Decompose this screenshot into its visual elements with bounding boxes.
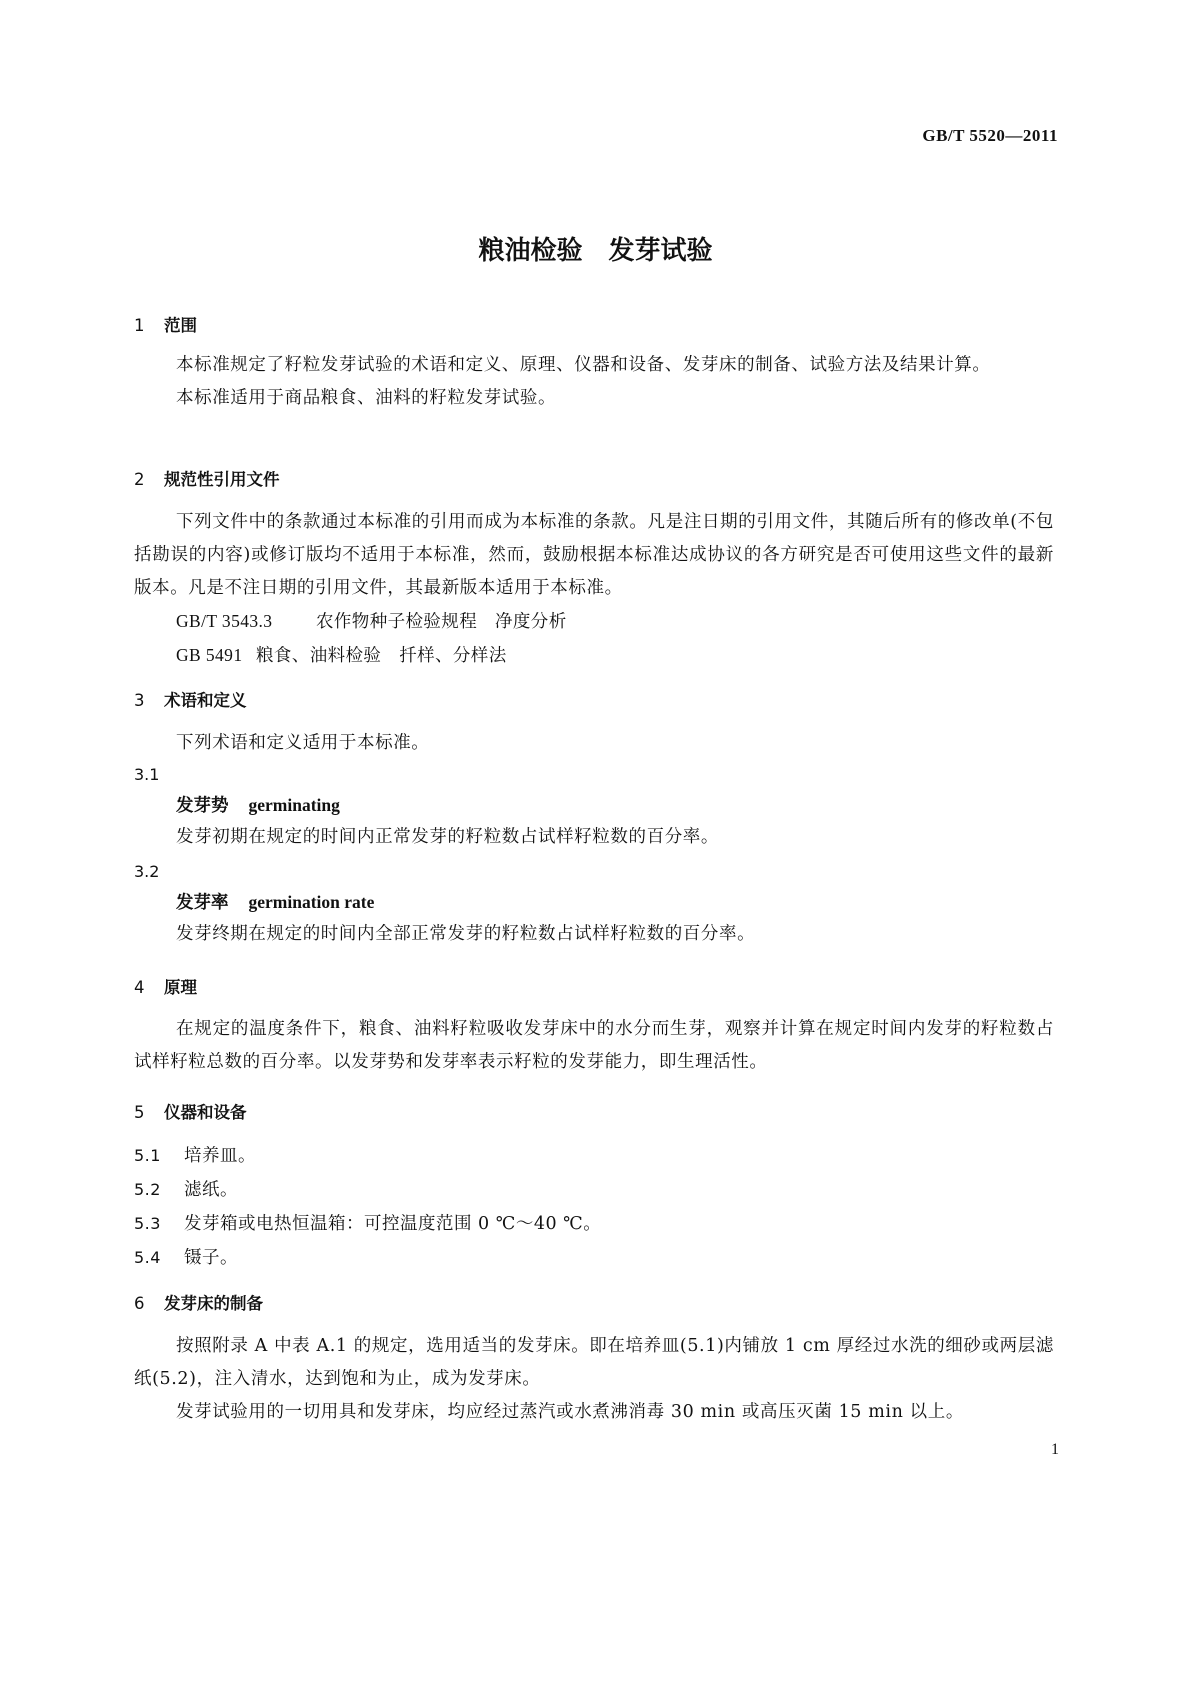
standard-number: GB/T 5520—2011	[922, 126, 1058, 145]
term-en: germinating	[248, 795, 340, 815]
item-text: 镊子。	[184, 1248, 238, 1268]
section-3-heading	[134, 687, 1054, 711]
paragraph: 按照附录 A 中表 A.1 的规定，选用适当的发芽床。即在培养皿(5.1)内铺放 1 cm 厚经过水洗的细砂或两层滤纸(5.2)，注入清水，达到饱和为止，成为发芽床。	[134, 1336, 1054, 1389]
paragraph: 下列文件中的条款通过本标准的引用而成为本标准的条款。凡是注日期的引用文件，其随后所有的修改单(不包括勘误的内容)或修订版均不适用于本标准，然而，鼓励根据本标准达成协议的各方研究是否可使用这些文件的最新版本。凡是不注日期的引用文件，其最新版本适用于本标准。	[134, 512, 1054, 598]
section-title: 术语和定义	[164, 691, 247, 710]
term-en: germination rate	[248, 892, 375, 912]
reference-title: 农作物种子检验规程 净度分析	[316, 612, 567, 632]
section-title: 原理	[164, 978, 197, 997]
reference-code: GB/T 3543.3	[176, 611, 273, 631]
section-1-body	[134, 349, 1054, 415]
term-zh: 发芽率	[176, 893, 229, 913]
item-number: 5.3	[134, 1214, 161, 1233]
section-title: 规范性引用文件	[164, 470, 280, 489]
section-2-body	[134, 506, 1054, 673]
term-3-1	[134, 765, 1054, 854]
list-item	[134, 1139, 1054, 1173]
document-title: 粮油检验 发芽试验	[478, 236, 713, 266]
term-heading	[134, 887, 1054, 918]
reference-code: GB 5491	[176, 645, 243, 665]
paragraph: 在规定的温度条件下，粮食、油料籽粒吸收发芽床中的水分而生芽，观察并计算在规定时间内发芽的籽粒数占试样籽粒总数的百分率。以发芽势和发芽率表示籽粒的发芽能力，即生理活性。	[134, 1019, 1054, 1072]
section-number: 3	[134, 691, 145, 710]
paragraph: 本标准规定了籽粒发芽试验的术语和定义、原理、仪器和设备、发芽床的制备、试验方法及结果计算。	[176, 355, 991, 375]
section-5-heading	[134, 1099, 1054, 1123]
list-item	[134, 1173, 1054, 1207]
item-number: 5.2	[134, 1180, 161, 1199]
item-text: 培养皿。	[184, 1146, 256, 1166]
section-title: 范围	[164, 316, 197, 335]
section-6-body	[134, 1330, 1054, 1429]
term-heading	[134, 790, 1054, 821]
normative-reference	[134, 605, 1054, 639]
section-2-heading	[134, 466, 1054, 490]
section-4-heading	[134, 974, 1054, 998]
item-number: 5.1	[134, 1146, 161, 1165]
list-item	[134, 1207, 1054, 1241]
paragraph: 本标准适用于商品粮食、油料的籽粒发芽试验。	[176, 388, 557, 408]
item-number: 5.4	[134, 1248, 161, 1267]
section-number: 2	[134, 470, 145, 489]
section-5-list	[134, 1139, 1054, 1275]
item-text: 滤纸。	[184, 1180, 238, 1200]
list-item	[134, 1241, 1054, 1275]
section-number: 5	[134, 1103, 145, 1122]
section-title: 发芽床的制备	[164, 1294, 263, 1313]
section-number: 6	[134, 1294, 145, 1313]
term-zh: 发芽势	[176, 796, 229, 816]
clause-number: 3.2	[134, 862, 160, 881]
section-4-body	[134, 1013, 1054, 1079]
paragraph: 发芽试验用的一切用具和发芽床，均应经过蒸汽或水煮沸消毒 30 min 或高压灭菌 15 min 以上。	[176, 1402, 964, 1422]
reference-title: 粮食、油料检验 扦样、分样法	[256, 646, 507, 666]
section-title: 仪器和设备	[164, 1103, 247, 1122]
term-definition: 发芽初期在规定的时间内正常发芽的籽粒数占试样籽粒数的百分率。	[176, 827, 719, 847]
term-definition: 发芽终期在规定的时间内全部正常发芽的籽粒数占试样籽粒数的百分率。	[176, 924, 756, 944]
page-number: 1	[1051, 1441, 1059, 1458]
section-number: 1	[134, 316, 145, 335]
section-3-body	[134, 727, 1054, 760]
term-3-2	[134, 862, 1054, 951]
section-1-heading	[134, 312, 1054, 336]
section-6-heading	[134, 1290, 1054, 1314]
item-text: 发芽箱或电热恒温箱：可控温度范围 0 ℃～40 ℃。	[184, 1214, 602, 1234]
clause-number: 3.1	[134, 765, 160, 784]
paragraph: 下列术语和定义适用于本标准。	[176, 733, 430, 753]
normative-reference	[134, 639, 1054, 673]
section-number: 4	[134, 978, 145, 997]
